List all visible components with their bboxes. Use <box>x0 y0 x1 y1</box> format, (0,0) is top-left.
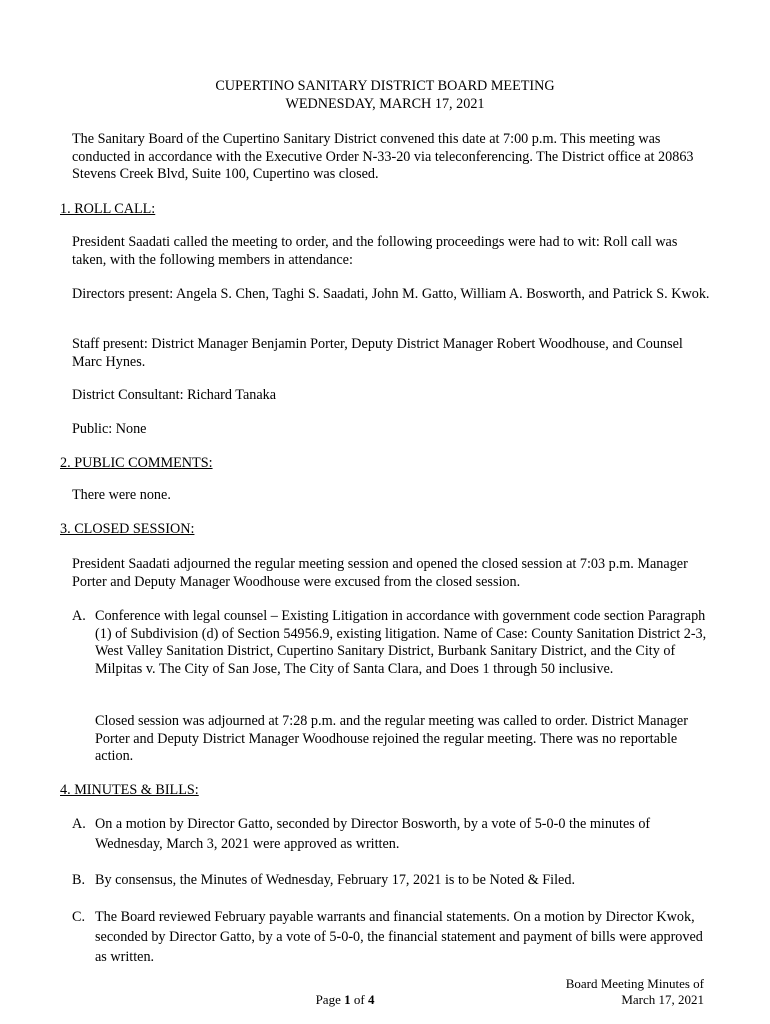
intro-paragraph: The Sanitary Board of the Cupertino Sanitary District convened this date at 7:00 p.m. This meeting was conducted in accordance with the Executive Order N-33-20 via teleconferencing. The District office at 20863 Stevens Creek Blvd, Suite 100, Cupertino was closed. <box>72 131 694 182</box>
roll-call-paragraph: President Saadati called the meeting to order, and the following proceedings were had to wit: Roll call was taken, with the following members in attendance: <box>72 234 678 268</box>
closed-session-followup: Closed session was adjourned at 7:28 p.m. and the regular meeting was called to order. District Manager Porter and Deputy District Manager Woodhouse rejoined the regular meeting. There was no reportable action. <box>95 713 688 764</box>
minutes-item-b <box>72 870 712 890</box>
section-heading-public-comments: 2. PUBLIC COMMENTS: <box>60 455 213 471</box>
directors-present: Directors present: Angela S. Chen, Taghi S. Saadati, John M. Gatto, William A. Bosworth, and Patrick S. Kwok. <box>72 286 710 302</box>
section-heading-roll-call: 1. ROLL CALL: <box>60 201 156 217</box>
public-comments-text: There were none. <box>72 487 171 503</box>
document-title: CUPERTINO SANITARY DISTRICT BOARD MEETING <box>215 78 555 94</box>
footer-document-reference: Board Meeting Minutes of March 17, 2021 <box>565 976 704 1007</box>
minutes-item-c <box>72 907 712 967</box>
list-label: B. <box>72 872 86 888</box>
list-label: C. <box>72 909 86 925</box>
list-item-text: Conference with legal counsel – Existing Litigation in accordance with government code section Paragraph (1) of Subdivision (d) of Section 54956.9, existing litigation. Name of Case: County Sanitation District 2-3, West Valley Sanitation District, Cupertino Sanitary District, Burbank Sanitary District, and the City of Milpitas v. The City of San Jose, The City of Santa Clara, and Does 1 through 50 inclusive. <box>95 608 707 677</box>
list-item-text: On a motion by Director Gatto, seconded by Director Bosworth, by a vote of 5-0-0 the minutes of Wednesday, March 3, 2021 were approved as written. <box>95 816 651 852</box>
minutes-item-a <box>72 814 712 854</box>
staff-present: Staff present: District Manager Benjamin Porter, Deputy District Manager Robert Woodhouse, and Counsel Marc Hynes. <box>72 336 683 370</box>
section-heading-minutes-bills: 4. MINUTES & BILLS: <box>60 782 199 798</box>
public-attendance: Public: None <box>72 421 147 437</box>
list-item-text: The Board reviewed February payable warrants and financial statements. On a motion by Director Kwok, seconded by Director Gatto, by a vote of 5-0-0, the financial statement and payment of bills were approved as written. <box>95 909 703 965</box>
closed-session-paragraph: President Saadati adjourned the regular meeting session and opened the closed session at 7:03 p.m. Manager Porter and Deputy Manager Woodhouse were excused from the closed session. <box>72 556 688 590</box>
district-consultant: District Consultant: Richard Tanaka <box>72 387 277 403</box>
document-date: WEDNESDAY, MARCH 17, 2021 <box>285 96 485 112</box>
list-label: A. <box>72 816 86 832</box>
closed-session-item-a <box>72 608 712 678</box>
list-item-text: By consensus, the Minutes of Wednesday, February 17, 2021 is to be Noted & Filed. <box>95 872 575 888</box>
page-number: Page 1 of 4 <box>315 992 375 1007</box>
list-label: A. <box>72 608 86 624</box>
section-heading-closed-session: 3. CLOSED SESSION: <box>60 521 195 537</box>
